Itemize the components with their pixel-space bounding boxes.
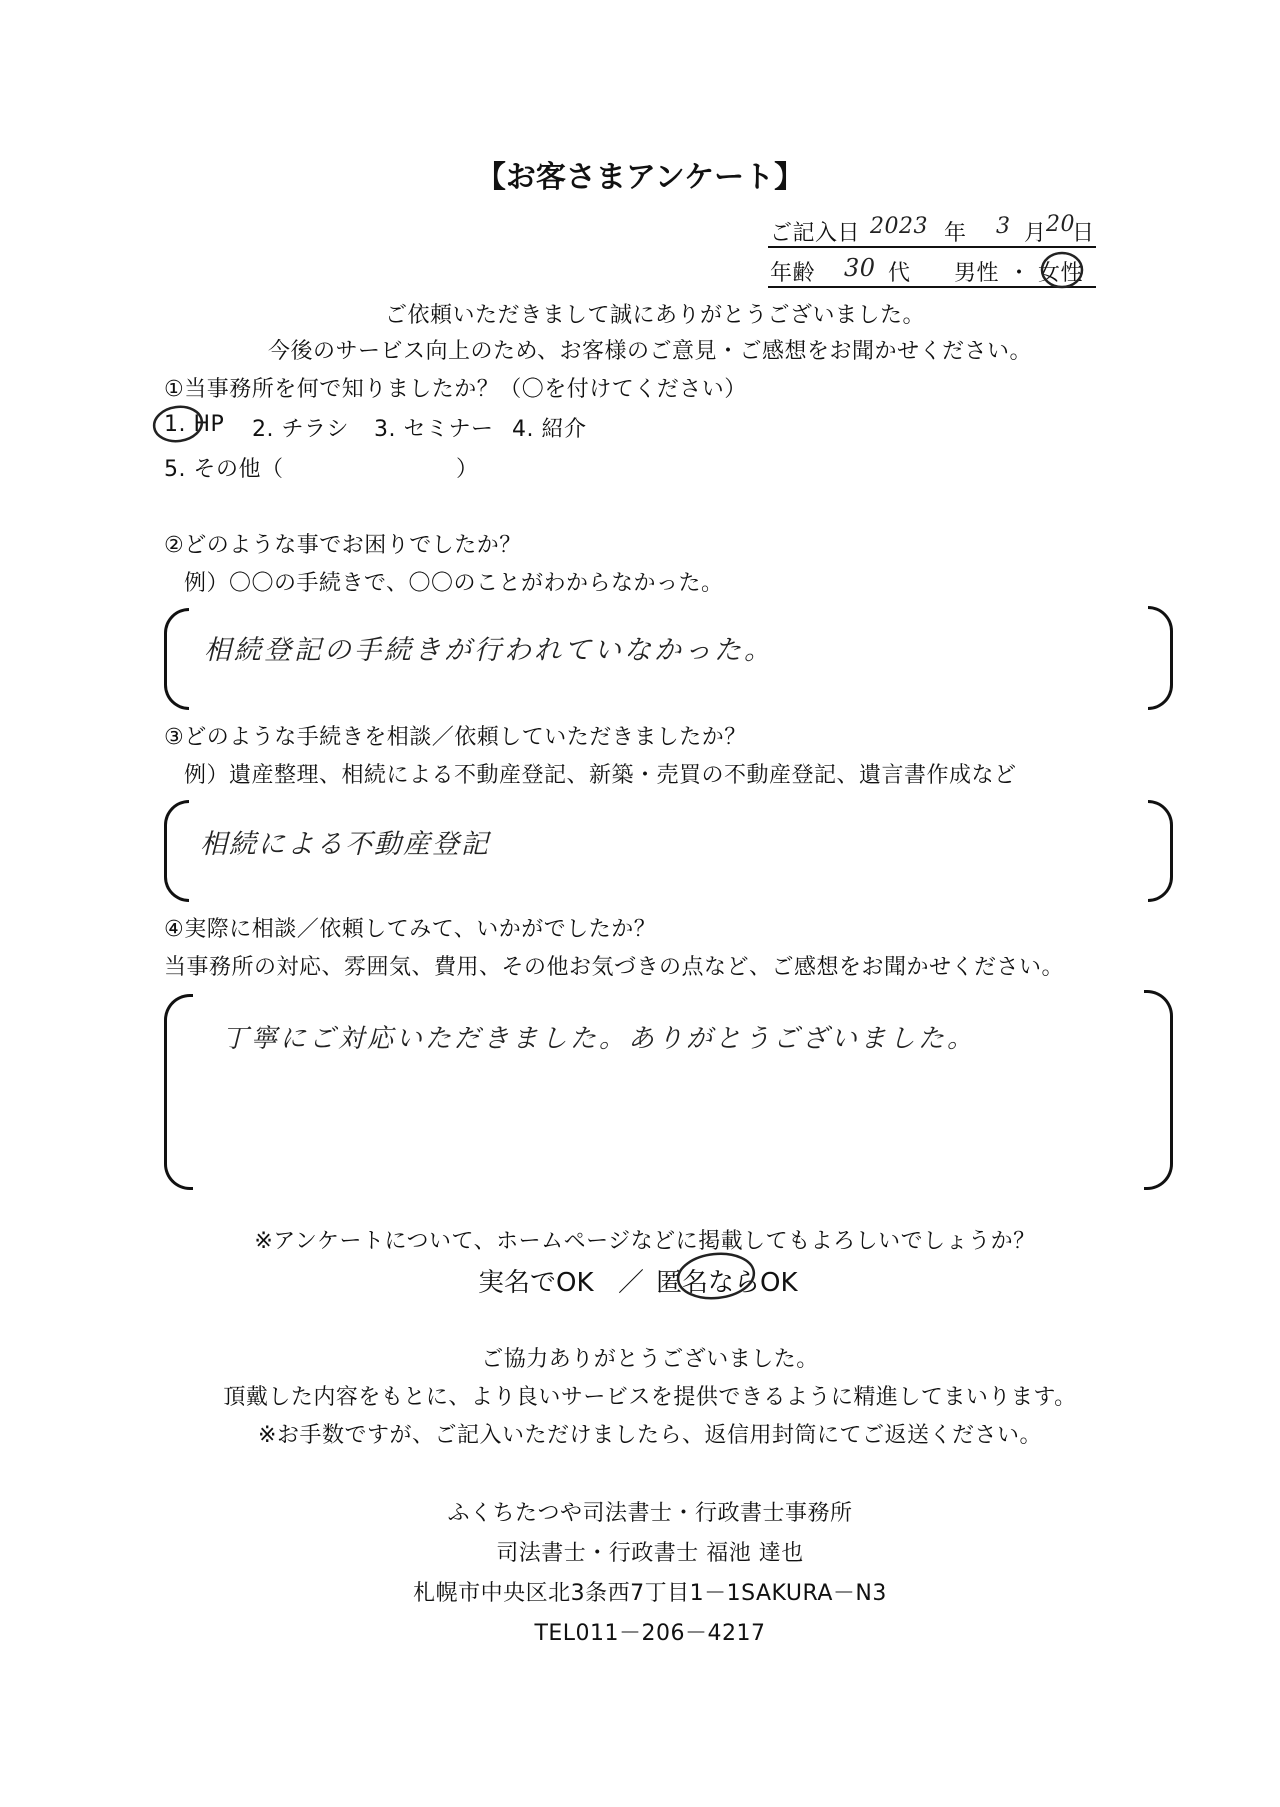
gender-female-option[interactable]: 女性 <box>1038 261 1084 286</box>
date-year-value: 2023 <box>870 214 928 239</box>
q4-answer-bracket-right <box>1144 990 1173 1190</box>
closing-return-note: ※お手数ですが、ご記入いただけましたら、返信用封筒にてご返送ください。 <box>258 1423 1042 1448</box>
intro-line-1: ご依頼いただきまして誠にありがとうございました。 <box>384 303 925 328</box>
q1-question: ①当事務所を何で知りましたか？（〇を付けてください） <box>164 377 747 402</box>
q1-option-flyer[interactable]: 2. チラシ <box>252 417 349 442</box>
closing-thanks: ご協力ありがとうございました。 <box>481 1347 819 1372</box>
q3-answer-bracket-right <box>1148 800 1173 902</box>
gender-male-option[interactable]: 男性 <box>954 261 1000 286</box>
date-label: ご記入日 <box>770 221 861 246</box>
q4-example: 当事務所の対応、雰囲気、費用、その他お気づきの点など、ご感想をお聞かせください。 <box>164 955 1065 980</box>
q2-question: ②どのような事でお困りでしたか？ <box>164 533 522 558</box>
q1-option-hp[interactable]: 1. HP <box>164 412 225 437</box>
q4-answer-bracket-left <box>164 994 193 1190</box>
q1-other-close: ） <box>456 457 479 482</box>
age-value: 30 <box>844 254 876 282</box>
q1-option-other[interactable]: 5. その他（ <box>164 457 284 482</box>
q2-answer[interactable]: 相続登記の手続きが行われていなかった。 <box>204 635 774 666</box>
office-tel: TEL011－206－4217 <box>534 1621 766 1646</box>
age-label: 年齢 <box>770 261 816 286</box>
date-day-value: 20 <box>1046 212 1075 237</box>
q4-answer[interactable]: 丁寧にご対応いただきました。ありがとうございました。 <box>222 1024 977 1054</box>
gender-separator: ・ <box>1008 261 1031 286</box>
publish-option-real-name[interactable]: 実名でOK <box>478 1268 594 1298</box>
q3-example: 例）遺産整理、相続による不動産登記、新築・売買の不動産登記、遺言書作成など <box>184 763 1017 788</box>
publish-option-anonymous[interactable]: 匿名ならOK <box>656 1268 798 1298</box>
q4-question: ④実際に相談／依頼してみて、いかがでしたか？ <box>164 917 657 942</box>
date-month-value: 3 <box>996 214 1011 239</box>
survey-title: 【お客さまアンケート】 <box>475 160 805 195</box>
publish-question: ※アンケートについて、ホームページなどに掲載してもよろしいでしょうか？ <box>254 1229 1036 1254</box>
q3-answer-bracket-left <box>164 800 189 902</box>
closing-commitment: 頂戴した内容をもとに、より良いサービスを提供できるように精進してまいります。 <box>223 1385 1077 1410</box>
q2-answer-bracket-left <box>164 608 189 710</box>
intro-line-2: 今後のサービス向上のため、お客様のご意見・ご感想をお聞かせください。 <box>267 339 1033 364</box>
day-label: 日 <box>1072 221 1095 246</box>
age-gender-row <box>768 254 1096 288</box>
q2-answer-bracket-right <box>1148 606 1173 710</box>
q3-answer[interactable]: 相続による不動産登記 <box>200 829 490 860</box>
year-label: 年 <box>944 221 967 246</box>
office-name: ふくちたつや司法書士・行政書士事務所 <box>447 1501 853 1526</box>
office-person: 司法書士・行政書士 福池 達也 <box>496 1541 804 1566</box>
q1-option-seminar[interactable]: 3. セミナー <box>374 417 494 442</box>
month-label: 月 <box>1024 221 1047 246</box>
office-address: 札幌市中央区北3条西7丁目1－1SAKURA－N3 <box>413 1581 887 1606</box>
publish-separator: ／ <box>618 1268 645 1298</box>
age-unit: 代 <box>888 261 911 286</box>
q3-question: ③どのような手続きを相談／依頼していただきましたか？ <box>164 725 747 750</box>
q1-option-referral[interactable]: 4. 紹介 <box>512 417 587 442</box>
q2-example: 例）〇〇の手続きで、〇〇のことがわからなかった。 <box>184 571 724 596</box>
date-row <box>768 214 1096 248</box>
